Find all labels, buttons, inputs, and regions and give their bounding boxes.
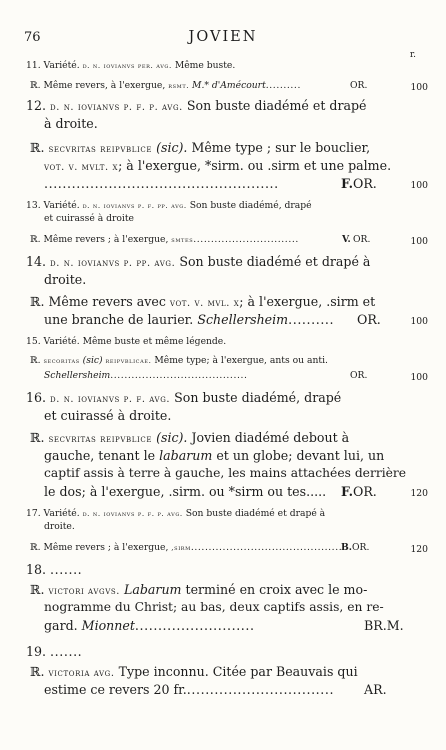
entry-15-reverse-cont: Schellersheim.......................................	[44, 370, 248, 381]
page-title: JOVIEN	[188, 29, 258, 45]
entry-15-metal: OR.	[350, 370, 368, 381]
page-number: 76	[24, 30, 41, 45]
entry-15-obverse: 15. Variété. Même buste et même légende.	[26, 336, 227, 347]
entry-11-reverse: ℝ. Même revers, à l'exergue, rsmt. M.* d'Amécourt..........	[30, 80, 301, 91]
entry-19-reverse-line2: estime ce revers 20 fr.................................	[44, 682, 335, 697]
entry-18-reverse-line3: gard. Mionnet..........................	[44, 618, 255, 633]
entry-12-reverse: ℝ. secvritas reipvblice (sic). Même type ; sur le bouclier,	[30, 140, 371, 155]
entry-16-obverse: 16. d. n. iovianvs p. f. avg. Son buste diadémé, drapé	[26, 390, 342, 405]
entry-12-reverse-dots: ...................................................	[44, 176, 279, 191]
entry-14-obverse-cont: droite.	[44, 272, 87, 287]
entry-18-reverse-line2: nogramme du Christ; au bas, deux captifs assis, en re-	[44, 600, 384, 614]
entry-17-reverse: ℝ. Même revers ; à l'exergue, ,sirm...........................................	[30, 542, 343, 553]
entry-16-metal: OR.	[353, 484, 377, 499]
entry-11-obverse: 11. Variété. d. n. iovianvs per. avg. Même buste.	[26, 60, 236, 71]
page-header	[24, 30, 422, 46]
entry-12-mintmark: F.	[341, 176, 354, 191]
entry-15-price: 100	[410, 372, 428, 383]
entry-16-reverse-line2: gauche, tenant le labarum et un globe; devant lui, un	[44, 448, 385, 463]
entry-12-reverse-cont: vot. v. mvlt. x; à l'exergue, *sirm. ou .sirm et une palme.	[44, 158, 392, 173]
entry-19-metal: AR.	[364, 682, 387, 697]
entry-17-metal: OR.	[352, 542, 370, 553]
entry-12-metal: OR.	[353, 176, 377, 191]
entry-13-reverse: ℝ. Même revers ; à l'exergue, smtes..............................	[30, 234, 299, 245]
entry-17-price: 120	[410, 544, 428, 555]
entry-16-reverse-line3: captif assis à terre à gauche, les mains attachées derrière	[44, 466, 407, 480]
entry-14-price: 100	[410, 316, 428, 327]
entry-16-reverse-line4: le dos; à l'exergue, .sirm. ou *sirm ou tes.....	[44, 484, 327, 499]
entry-12-price: 100	[410, 180, 428, 191]
entry-19-reverse: ℝ. victoria avg. Type inconnu. Citée par Beauvais qui	[30, 664, 358, 679]
entry-12-obverse: 12. d. n. iovianvs p. f. p. avg. Son buste diadémé et drapé	[26, 98, 367, 113]
entry-14-obverse: 14. d. n. iovianvs p. pp. avg. Son buste diadémé et drapé à	[26, 254, 371, 269]
entry-19-number: 19. .......	[26, 644, 83, 659]
entry-17-obverse: 17. Variété. d. n. iovianvs p. f. p. avg. Son buste diadémé et drapé à	[26, 508, 326, 519]
entry-13-obverse: 13. Variété. d. n. iovianvs p. f. pp. avg. Son buste diadémé, drapé	[26, 200, 312, 211]
entry-16-reverse: ℝ. secvritas reipvblice (sic). Jovien diadémé debout à	[30, 430, 350, 445]
entry-16-mintmark: F.	[341, 484, 354, 499]
entry-14-reverse: ℝ. Même revers avec vot. v. mvl. x; à l'exergue, .sirm et	[30, 294, 376, 309]
entry-15-reverse: ℝ. secoritas (sic) reipvblicae. Même type; à l'exergue, ants ou anti.	[30, 355, 328, 366]
entry-13-obverse-cont: et cuirassé à droite	[44, 213, 134, 224]
entry-18-number: 18. .......	[26, 562, 83, 577]
entry-11-price: 100	[410, 82, 428, 93]
entry-13-price: 100	[410, 236, 428, 247]
entry-16-price: 120	[410, 488, 428, 499]
entry-16-obverse-cont: et cuirassé à droite.	[44, 408, 172, 423]
entry-14-metal: OR.	[357, 312, 381, 327]
entry-13-metal: OR.	[353, 234, 371, 245]
entry-13-mintmark: V.	[342, 234, 351, 245]
entry-18-reverse: ℝ. victori avgvs. Labarum terminé en croix avec le mo-	[30, 582, 368, 597]
entry-17-obverse-cont: droite.	[44, 521, 75, 532]
entry-12-obverse-cont: à droite.	[44, 116, 98, 131]
entry-11-metal: OR.	[350, 80, 368, 91]
entry-18-metal: BR.M.	[364, 618, 404, 633]
entry-14-reverse-cont: une branche de laurier. Schellersheim..........	[44, 312, 335, 327]
entry-17-mintmark: B.	[341, 542, 352, 553]
price-column-header: r.	[409, 50, 416, 60]
